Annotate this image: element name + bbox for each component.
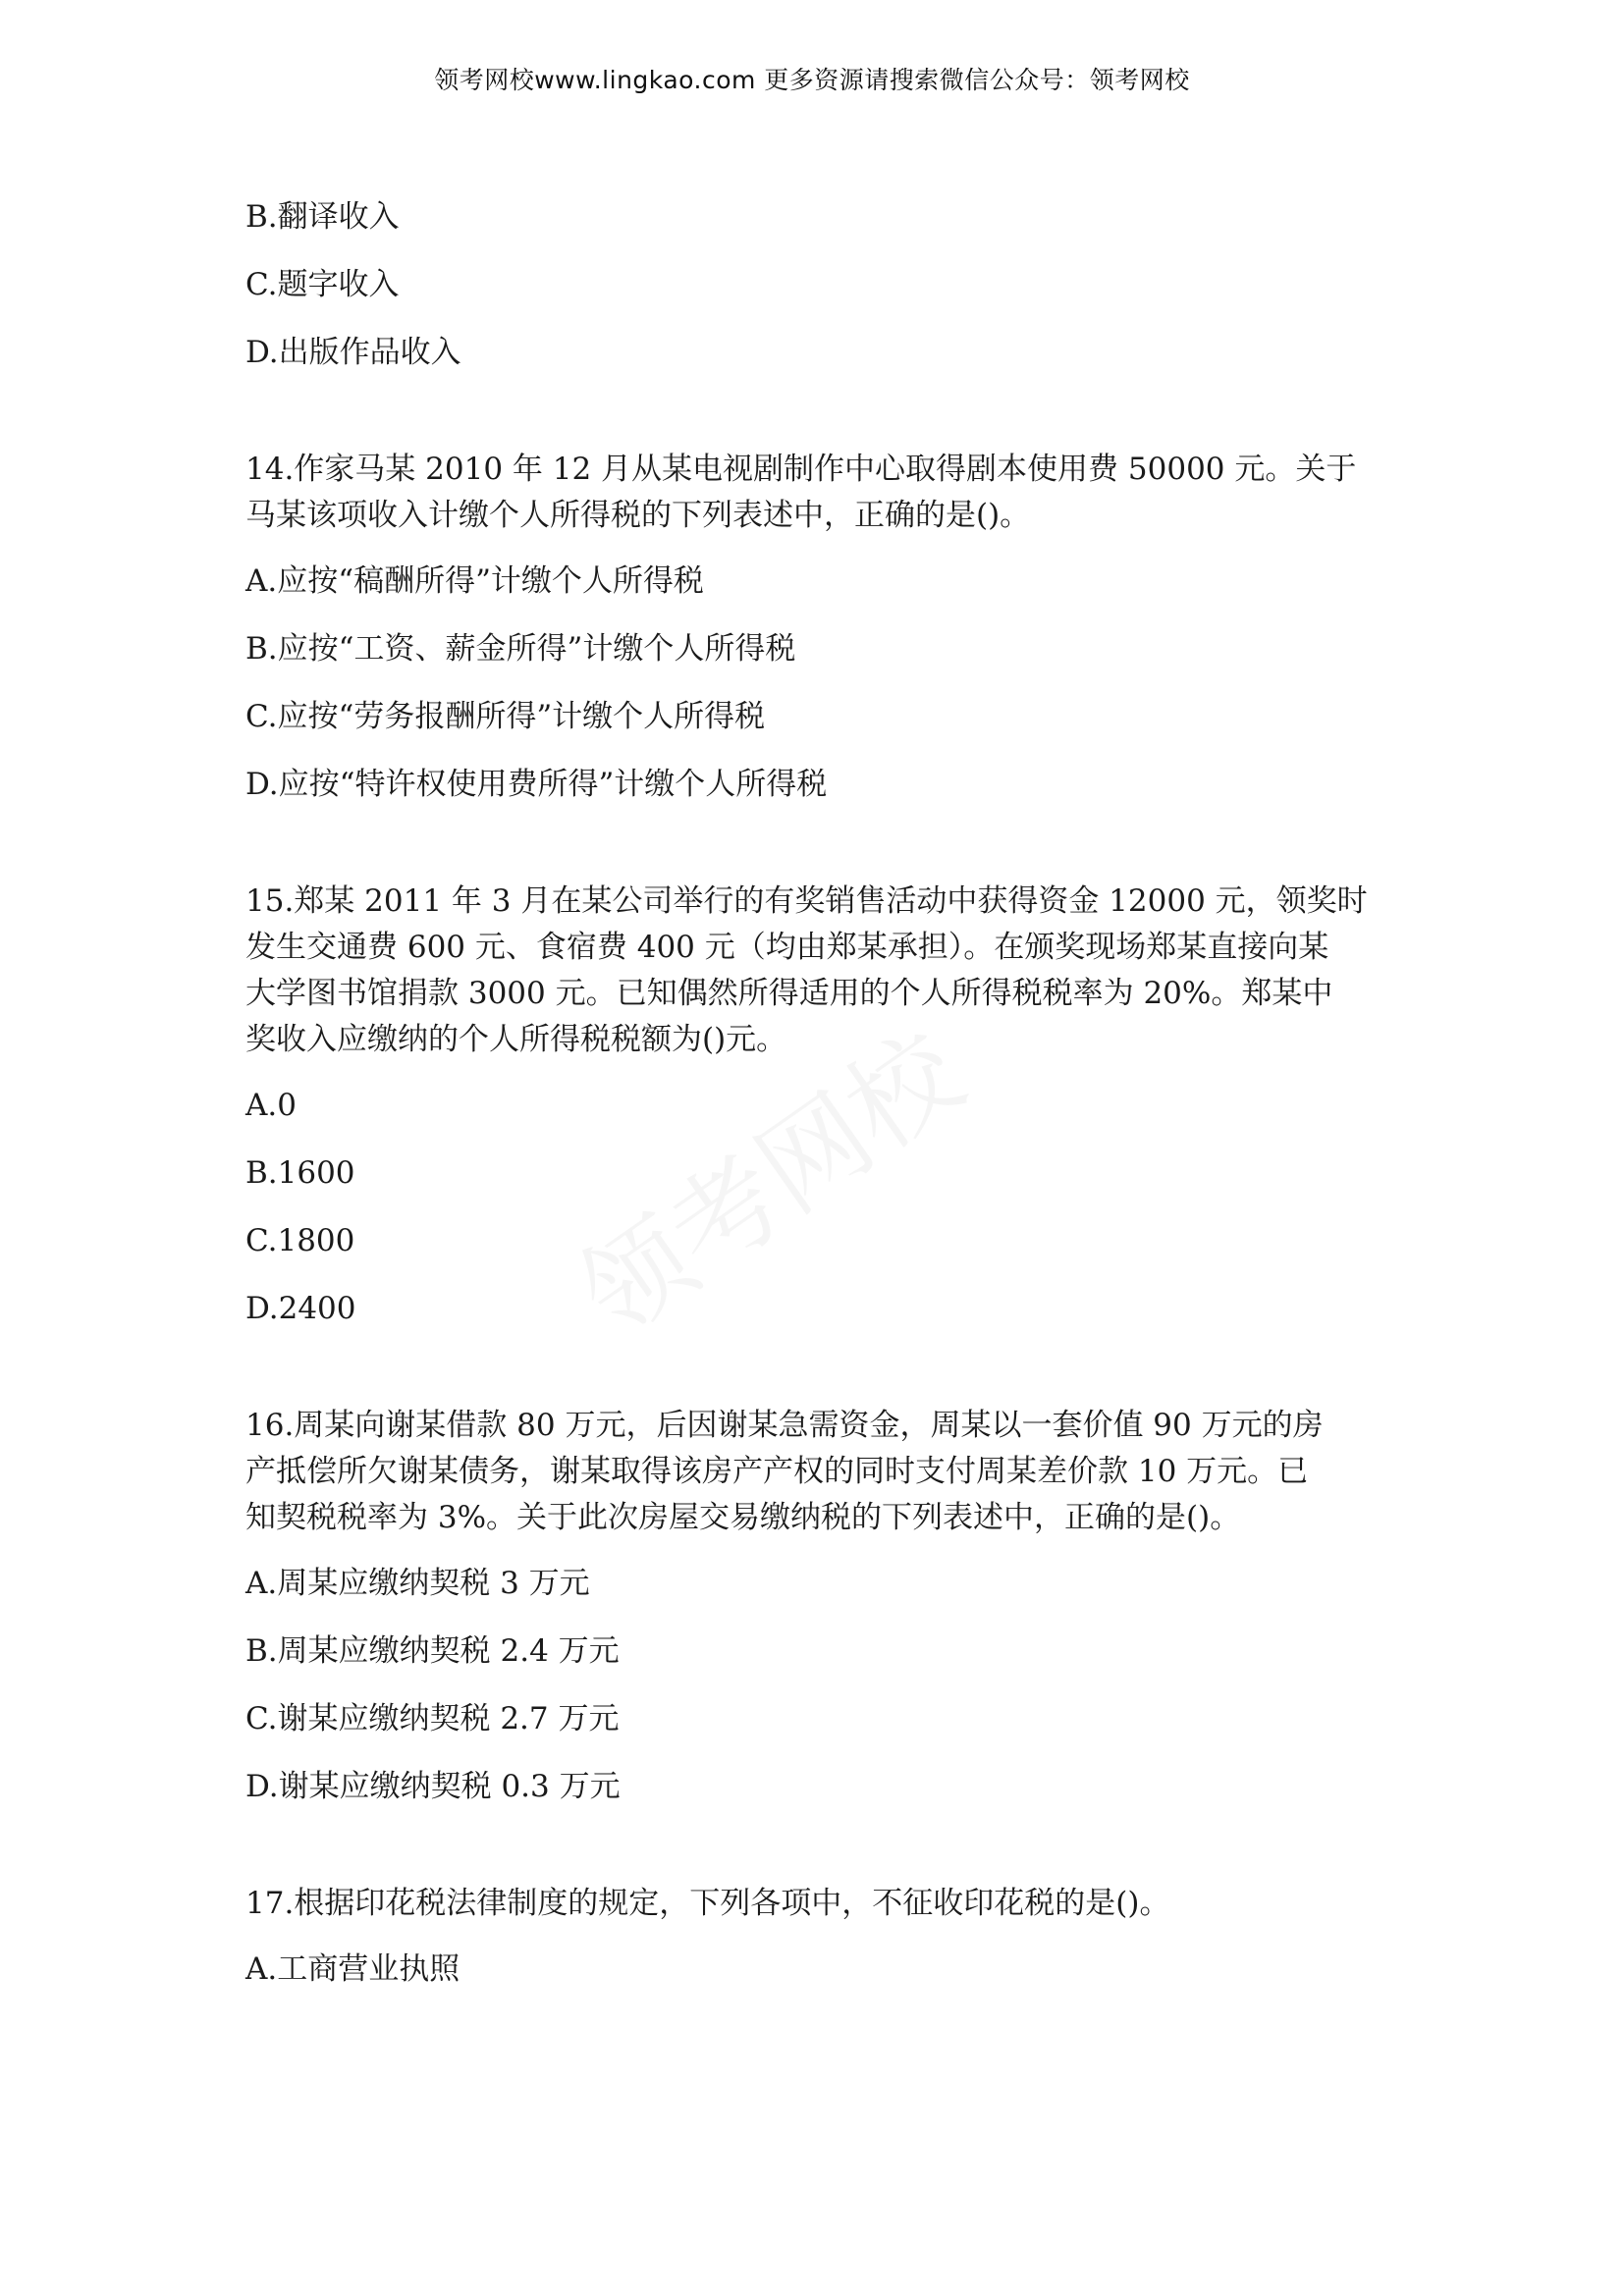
option-c: C.谢某应缴纳契税 2.7 万元 — [245, 1701, 620, 1736]
stem-line: 15.郑某 2011 年 3 月在某公司举行的有奖销售活动中获得资金 12000 元，领奖时 — [245, 883, 1368, 919]
option-a: A.工商营业执照 — [245, 1951, 460, 1987]
stem-line: 马某该项收入计缴个人所得税的下列表述中，正确的是()。 — [245, 498, 1031, 533]
question-stem — [245, 1403, 1384, 1541]
option-a: A.周某应缴纳契税 3 万元 — [245, 1566, 590, 1601]
option-b: B.1600 — [245, 1155, 355, 1191]
page-header: 领考网校www.lingkao.com 更多资源请搜索微信公众号：领考网校 — [434, 66, 1190, 94]
option-d: D.谢某应缴纳契税 0.3 万元 — [245, 1769, 621, 1804]
question-16 — [245, 1403, 1384, 1810]
stem-line: 大学图书馆捐款 3000 元。已知偶然所得适用的个人所得税税率为 20%。郑某中 — [245, 976, 1333, 1011]
option-b: B.应按“工资、薪金所得”计缴个人所得税 — [245, 631, 796, 667]
option-b: B.周某应缴纳契税 2.4 万元 — [245, 1633, 620, 1669]
question-stem — [245, 1881, 1384, 1927]
option-d: D.应按“特许权使用费所得”计缴个人所得税 — [245, 767, 828, 802]
option-b: B.翻译收入 — [245, 199, 400, 235]
question-14 — [245, 447, 1384, 808]
stem-line: 奖收入应缴纳的个人所得税税额为()元。 — [245, 1022, 787, 1057]
stem-line: 产抵偿所欠谢某债务，谢某取得该房产产权的同时支付周某差价款 10 万元。已 — [245, 1454, 1309, 1489]
option-c: C.应按“劳务报酬所得”计缴个人所得税 — [245, 699, 766, 734]
option-d: D.出版作品收入 — [245, 335, 461, 370]
question-17 — [245, 1881, 1384, 1993]
option-a: A.应按“稿酬所得”计缴个人所得税 — [245, 563, 704, 599]
question-15 — [245, 879, 1384, 1332]
stem-line: 17.根据印花税法律制度的规定，下列各项中，不征收印花税的是()。 — [245, 1886, 1170, 1921]
question-stem — [245, 447, 1384, 539]
stem-line: 14.作家马某 2010 年 12 月从某电视剧制作中心取得剧本使用费 50000 元。关于 — [245, 452, 1357, 487]
stem-line: 知契税税率为 3%。关于此次房屋交易缴纳税的下列表述中，正确的是()。 — [245, 1500, 1241, 1535]
option-c: C.1800 — [245, 1223, 355, 1258]
stem-line: 发生交通费 600 元、食宿费 400 元（均由郑某承担）。在颁奖现场郑某直接向某 — [245, 930, 1329, 965]
document-body — [245, 194, 1384, 2014]
stem-line: 16.周某向谢某借款 80 万元，后因谢某急需资金，周某以一套价值 90 万元的房 — [245, 1408, 1324, 1443]
option-d: D.2400 — [245, 1291, 356, 1326]
option-a: A.0 — [245, 1088, 297, 1123]
prev-question-options — [245, 194, 1384, 376]
option-c: C.题字收入 — [245, 267, 400, 302]
question-stem — [245, 879, 1384, 1063]
